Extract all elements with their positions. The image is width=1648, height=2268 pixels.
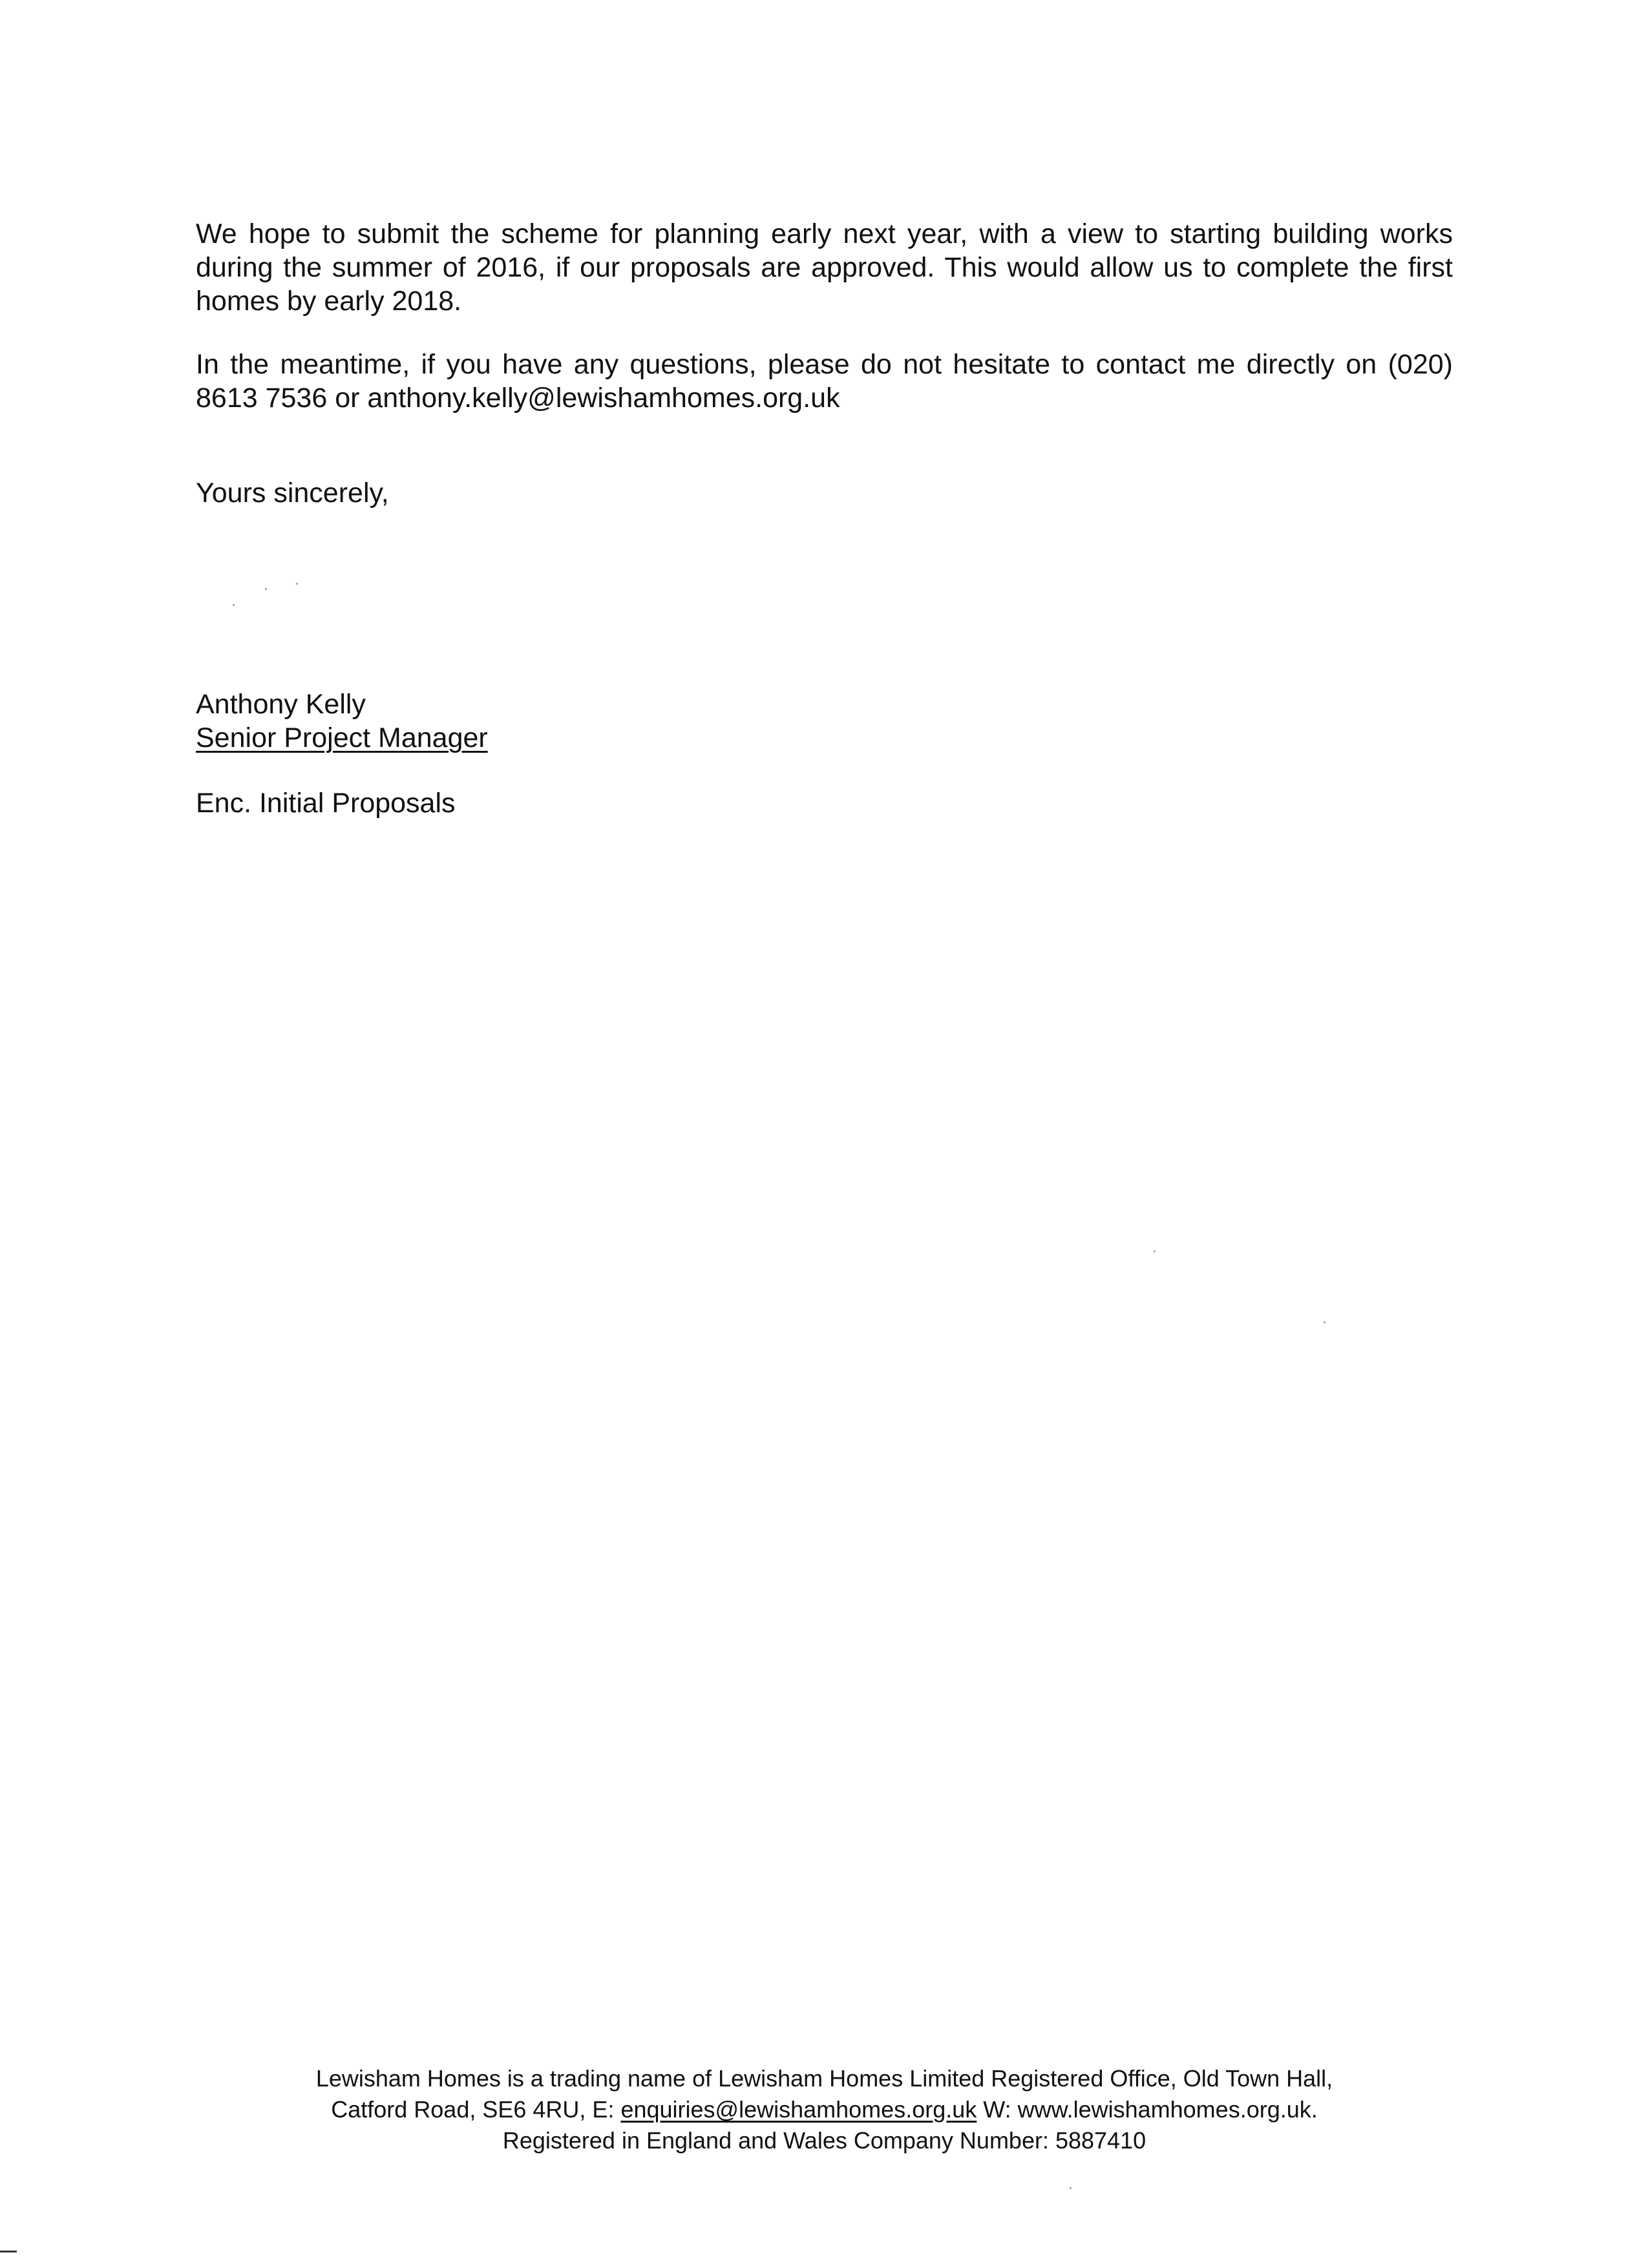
signatory-title: Senior Project Manager — [196, 722, 488, 753]
paragraph-contact-details: In the meantime, if you have any questions, please do not hesitate to contact me directly on (020) 8613 7536 or anthony.kelly@lewishamhomes.org.uk — [196, 349, 1453, 414]
footer-line-company-number: Registered in England and Wales Company Number: 5887410 — [502, 2127, 1146, 2154]
footer-line-registered-office: Lewisham Homes is a trading name of Lewisham Homes Limited Registered Office, Old Town Hall, — [315, 2065, 1333, 2092]
scan-speck — [1154, 1250, 1156, 1252]
scan-speck — [296, 583, 298, 585]
scan-speck — [1324, 1321, 1326, 1323]
scan-edge-mark — [0, 2251, 17, 2252]
closing-salutation: Yours sincerely, — [196, 478, 389, 509]
scan-speck — [233, 604, 235, 606]
scan-speck — [265, 588, 267, 590]
company-footer — [196, 2063, 1453, 2156]
footer-website: W: www.lewishamhomes.org.uk. — [977, 2096, 1318, 2123]
footer-email-link[interactable]: enquiries@lewishamhomes.org.uk — [620, 2096, 977, 2123]
paragraph-planning-timeline: We hope to submit the scheme for planning early next year, with a view to starting building works during the summer of 2016, if our proposals are approved. This would allow us to complete the first homes by early 2018. — [196, 218, 1453, 317]
signatory-name: Anthony Kelly — [196, 689, 366, 720]
scan-speck — [1070, 2187, 1072, 2189]
footer-address: Catford Road, SE6 4RU, E: — [331, 2096, 621, 2123]
enclosure-note: Enc. Initial Proposals — [196, 788, 456, 819]
footer-line-contact — [196, 2094, 1453, 2125]
